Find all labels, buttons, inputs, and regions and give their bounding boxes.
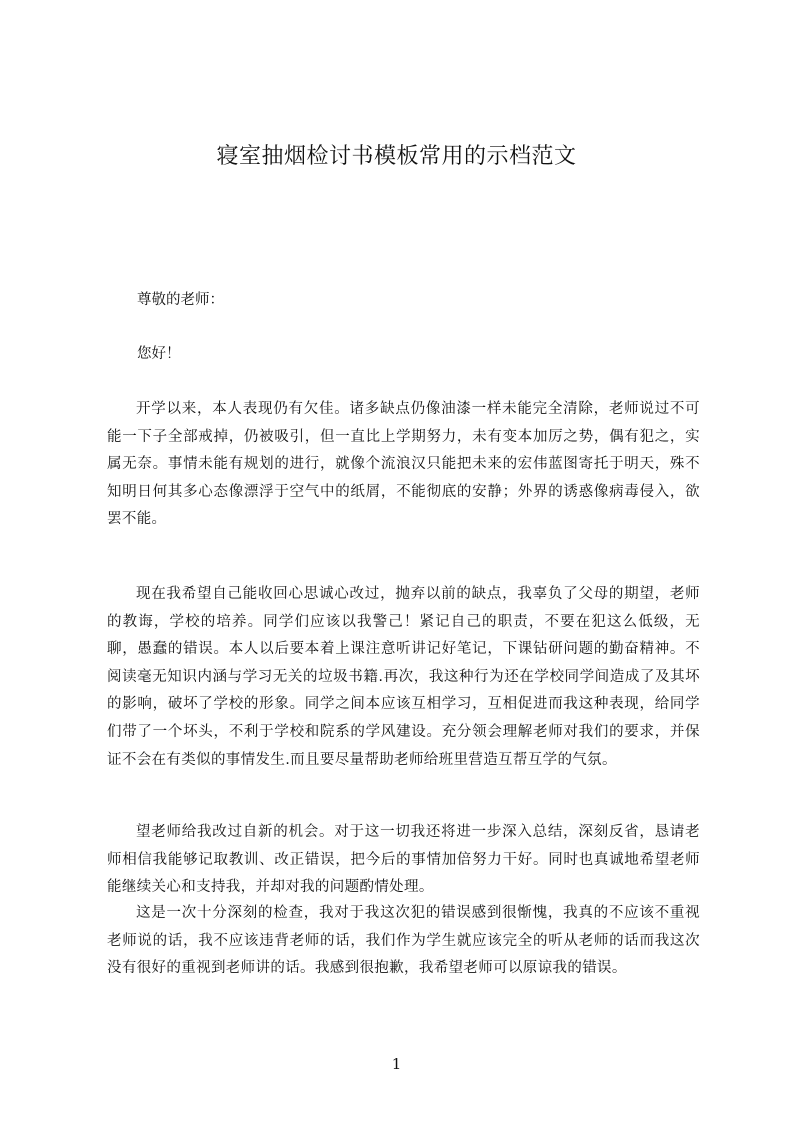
paragraph-2: 现在我希望自己能收回心思诚心改过，抛弃以前的缺点，我辜负了父母的期望，老师的教诲，学校的培养。同学们应该以我警己！紧记自己的职责，不要在犯这么低级，无聊，愚蠢的错误。本人以后要本着上课注意听讲记好笔记，下课钻研问题的勤奋精神。不阅读毫无知识内涵与学习无关的垃圾书籍.再次，我这种行为还在学校同学间造成了及其坏的影响，破坏了学校的形象。同学之间本应该互相学习，互相促进而我这种表现，给同学们带了一个坏头，不利于学校和院系的学风建设。充分领会理解老师对我们的要求，并保证不会在有类似的事情发生.而且要尽量帮助老师给班里营造互帮互学的气氛。 bbox=[107, 586, 700, 768]
paragraph-1: 开学以来，本人表现仍有欠佳。诸多缺点仍像油漆一样未能完全清除，老师说过不可能一下子全部戒掉，仍被吸引，但一直比上学期努力，未有变本加厉之势，偶有犯之，实属无奈。事情未能有规划的进行，就像个流浪汉只能把未来的宏伟蓝图寄托于明天，殊不知明日何其多心态像漂浮于空气中的纸屑，不能彻底的安静；外界的诱惑像病毒侵入，欲罢不能。 bbox=[107, 401, 700, 528]
page-number: 1 bbox=[391, 1055, 402, 1073]
document-title: 寝室抽烟检讨书模板常用的示档范文 bbox=[216, 144, 577, 169]
salutation: 尊敬的老师： bbox=[137, 292, 224, 308]
paragraph-3: 望老师给我改过自新的机会。对于这一切我还将进一步深入总结，深刻反省，恳请老师相信我能够记取教训、改正错误，把今后的事情加倍努力干好。同时也真诚地希望老师能继续关心和支持我，并却对我的问题酌情处理。 bbox=[107, 824, 700, 896]
paragraph-4: 这是一次十分深刻的检查，我对于我这次犯的错误感到很惭愧，我真的不应该不重视老师说的话，我不应该违背老师的话，我们作为学生就应该完全的听从老师的话而我这次没有很好的重视到老师讲的话。我感到很抱歉，我希望老师可以原谅我的错误。 bbox=[107, 905, 700, 977]
greeting: 您好！ bbox=[137, 346, 181, 362]
